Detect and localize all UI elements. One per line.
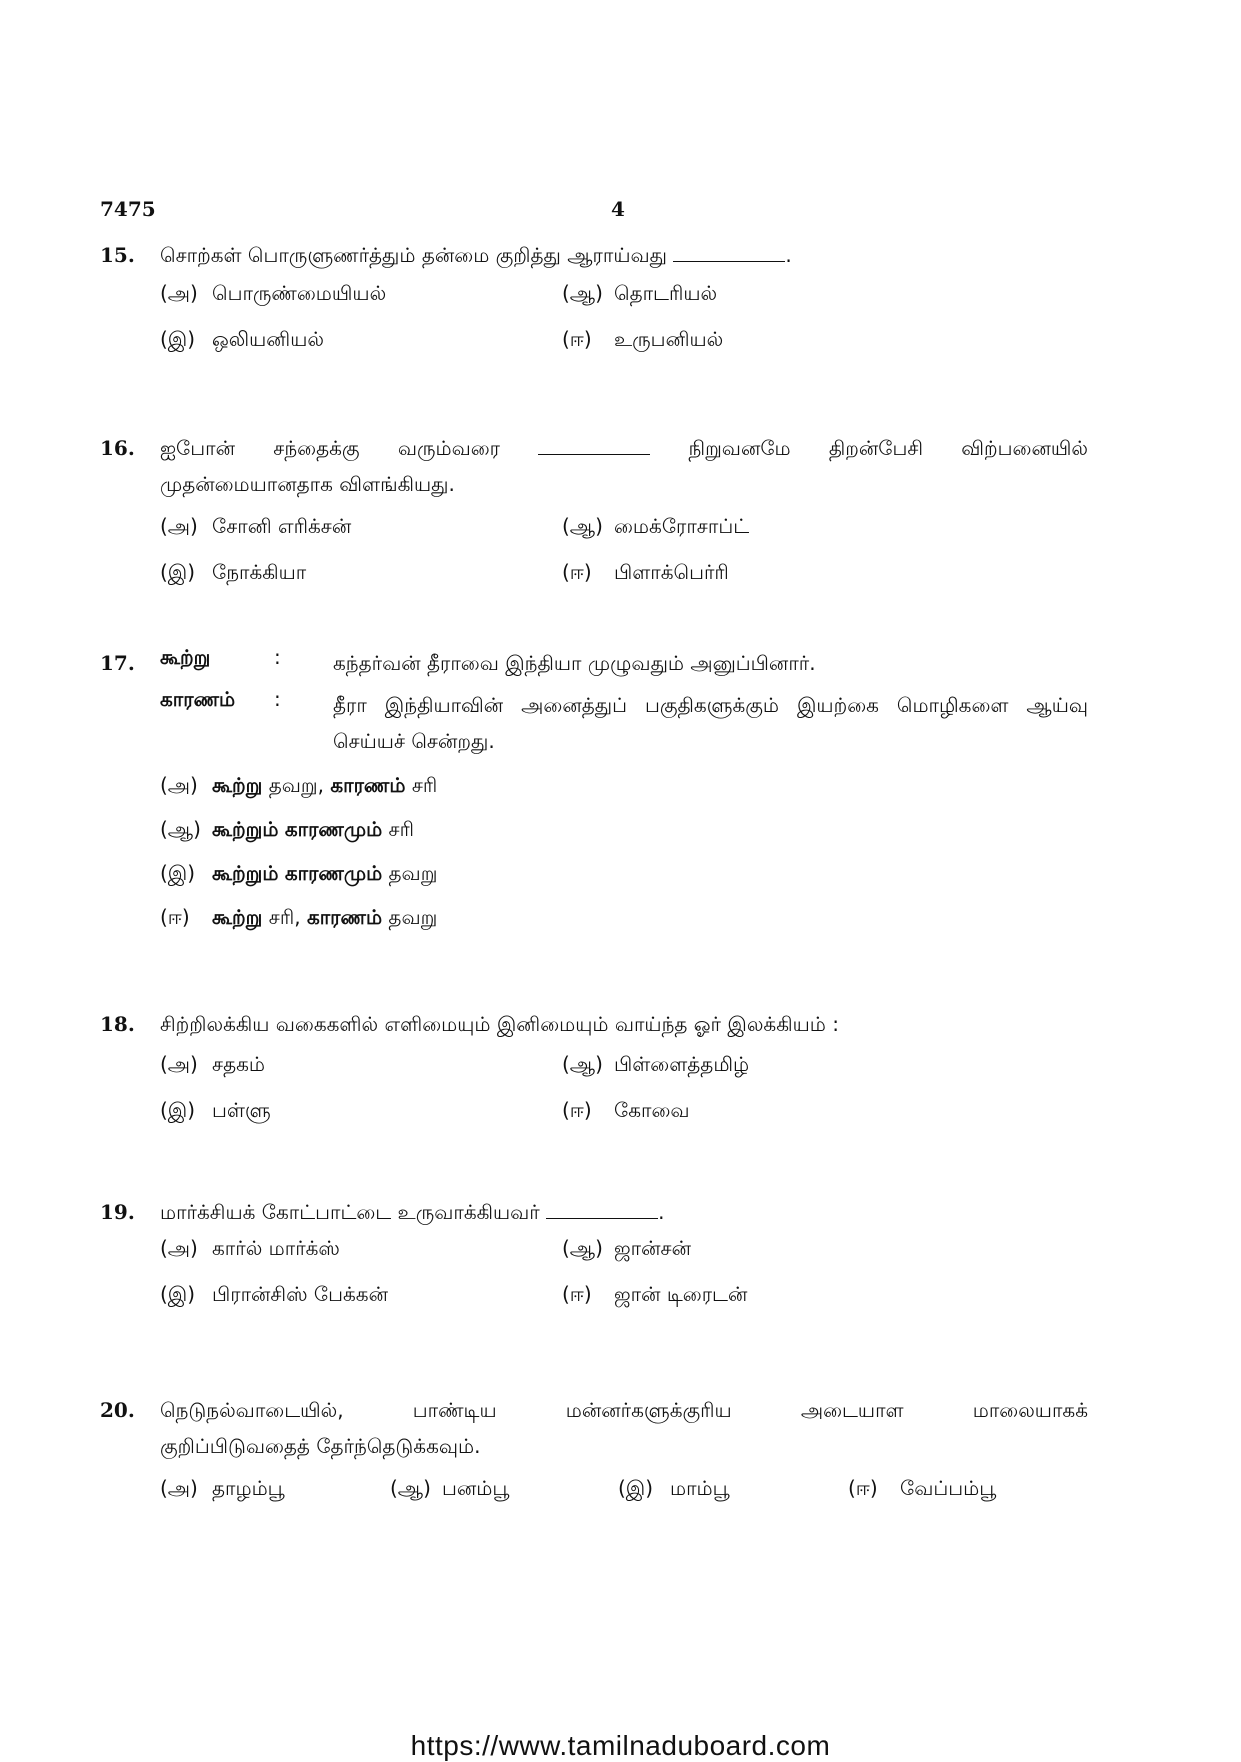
page-number: 4 bbox=[611, 197, 625, 221]
option-a[interactable]: (அ) பொருண்மையியல் bbox=[160, 281, 387, 305]
option-c[interactable]: (இ) ஒலியனியல் bbox=[160, 327, 324, 351]
option-c[interactable]: (இ) பிரான்சிஸ் பேக்கன் bbox=[160, 1282, 388, 1306]
option-d[interactable]: (ஈ) பிளாக்பெர்ரி bbox=[562, 560, 729, 584]
assertion-text: கந்தர்வன் தீராவை இந்தியா முழுவதும் அனுப்பினார். bbox=[333, 651, 816, 675]
reason-label: காரணம் bbox=[160, 687, 236, 711]
question-number: 18. bbox=[100, 1012, 135, 1036]
option-a[interactable]: (அ) கூற்று தவறு, காரணம் சரி bbox=[160, 773, 438, 797]
answer-blank bbox=[546, 1200, 658, 1219]
option-b[interactable]: (ஆ) மைக்ரோசாப்ட் bbox=[562, 514, 750, 538]
assertion-label: கூற்று bbox=[160, 645, 211, 669]
footer-url[interactable]: https://www.tamilnaduboard.com bbox=[410, 1730, 831, 1761]
option-b[interactable]: (ஆ) தொடரியல் bbox=[562, 281, 718, 305]
option-d[interactable]: (ஈ) ஜான் டிரைடன் bbox=[562, 1282, 748, 1306]
option-b[interactable]: (ஆ) ஜான்சன் bbox=[562, 1236, 691, 1260]
option-a[interactable]: (அ) கார்ல் மார்க்ஸ் bbox=[160, 1236, 340, 1260]
answer-blank bbox=[538, 436, 650, 455]
option-b[interactable]: (ஆ) பனம்பூ bbox=[390, 1476, 510, 1500]
option-a[interactable]: (அ) சதகம் bbox=[160, 1052, 265, 1076]
question-17: 17. கூற்று : கந்தர்வன் தீராவை இந்தியா முழுவதும் அனுப்பினார். காரணம் : தீரா இந்தியாவின் அனைத்துப் பகுதிகளுக்கும் இயற்கை மொழிகளை ஆய்வு செய்யச் சென்றது. (அ) கூற்று தவறு, காரணம் சரி (ஆ) கூற்றும் காரணமும் சரி (இ) கூற்றும் காரணமும் தவறு (ஈ) கூற்று சரி, காரணம் தவறு bbox=[100, 651, 1090, 951]
answer-blank bbox=[673, 243, 785, 262]
question-20 bbox=[100, 1398, 1090, 1508]
question-number: 16. bbox=[100, 436, 135, 460]
question-number: 17. bbox=[100, 651, 135, 675]
question-16 bbox=[100, 436, 1090, 586]
option-d[interactable]: (ஈ) கோவை bbox=[562, 1098, 690, 1122]
question-text: சொற்கள் பொருளுணர்த்தும் தன்மை குறித்து ஆராய்வது . bbox=[160, 243, 792, 267]
question-number: 15. bbox=[100, 243, 135, 267]
question-number: 20. bbox=[100, 1398, 135, 1422]
option-a[interactable]: (அ) சோனி எரிக்சன் bbox=[160, 514, 352, 538]
option-d[interactable]: (ஈ) வேப்பம்பூ bbox=[848, 1476, 997, 1500]
question-text: ஐபோன் சந்தைக்கு வரும்வரை நிறுவனமே திறன்பேசி விற்பனையில் முதன்மையானதாக விளங்கியது. bbox=[160, 436, 1088, 496]
option-c[interactable]: (இ) கூற்றும் காரணமும் தவறு bbox=[160, 861, 438, 885]
paper-code: 7475 bbox=[100, 197, 156, 221]
question-text: மார்க்சியக் கோட்பாட்டை உருவாக்கியவர் . bbox=[160, 1200, 665, 1224]
option-b[interactable]: (ஆ) கூற்றும் காரணமும் சரி bbox=[160, 817, 414, 841]
option-a[interactable]: (அ) தாழம்பூ bbox=[160, 1476, 285, 1500]
question-19 bbox=[100, 1200, 1090, 1310]
option-c[interactable]: (இ) மாம்பூ bbox=[618, 1476, 730, 1500]
option-d[interactable]: (ஈ) கூற்று சரி, காரணம் தவறு bbox=[160, 905, 438, 929]
reason-text: தீரா இந்தியாவின் அனைத்துப் பகுதிகளுக்கும் இயற்கை மொழிகளை ஆய்வு செய்யச் சென்றது. bbox=[333, 693, 1088, 753]
question-number: 19. bbox=[100, 1200, 135, 1224]
option-b[interactable]: (ஆ) பிள்ளைத்தமிழ் bbox=[562, 1052, 750, 1076]
question-18 bbox=[100, 1012, 1090, 1122]
option-c[interactable]: (இ) பள்ளு bbox=[160, 1098, 271, 1122]
question-text: சிற்றிலக்கிய வகைகளில் எளிமையும் இனிமையும் வாய்ந்த ஓர் இலக்கியம் : bbox=[160, 1012, 839, 1036]
option-c[interactable]: (இ) நோக்கியா bbox=[160, 560, 307, 584]
option-d[interactable]: (ஈ) உருபனியல் bbox=[562, 327, 724, 351]
question-15 bbox=[100, 243, 1090, 353]
question-text: நெடுநல்வாடையில், பாண்டிய மன்னர்களுக்குரிய அடையாள மாலையாகக் குறிப்பிடுவதைத் தேர்ந்தெடுக்கவும். bbox=[160, 1398, 1088, 1458]
